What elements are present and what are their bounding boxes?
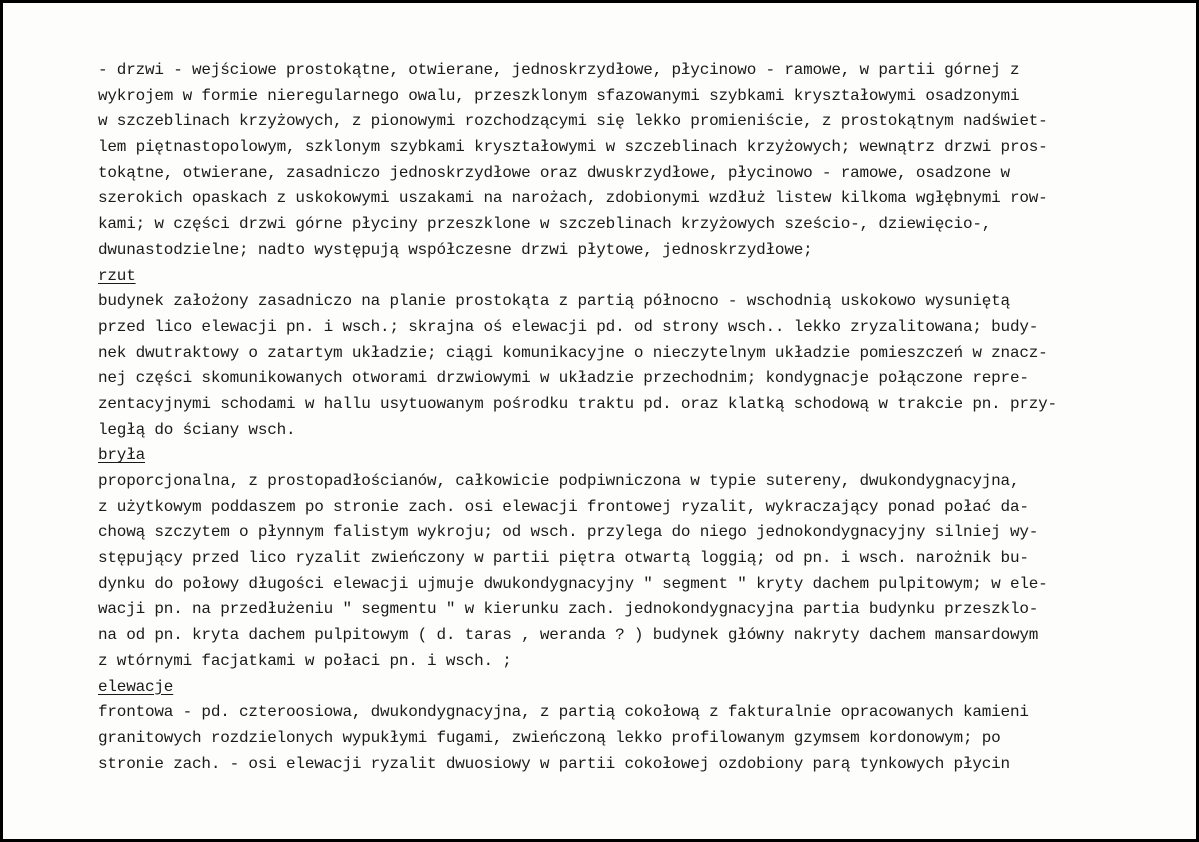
document-text-block bbox=[98, 58, 1128, 777]
text-line: z użytkowym poddaszem po stronie zach. osi elewacji frontowej ryzalit, wykraczający ponad połać da- bbox=[98, 497, 1029, 516]
text-line: ległą do ściany wsch. bbox=[98, 420, 296, 439]
text-line: wacji pn. na przedłużeniu " segmentu " w kierunku zach. jednokondygnacyjna partia budynku przeszklo- bbox=[98, 600, 1039, 619]
text-line: dynku do połowy długości elewacji ujmuje dwukondygnacyjny " segment " kryty dachem pulpitowym; w ele- bbox=[98, 574, 1048, 593]
text-line: stronie zach. - osi elewacji ryzalit dwuosiowy w partii cokołowej ozdobiony parą tynkowych płycin bbox=[98, 754, 1010, 773]
text-line: chową szczytem o płynnym falistym wykroju; od wsch. przylega do niego jednokondygnacyjny silniej wy- bbox=[98, 523, 1039, 542]
text-line: dwunastodzielne; nadto występują współczesne drzwi płytowe, jednoskrzydłowe; bbox=[98, 240, 813, 259]
text-line: nej części skomunikowanych otworami drzwiowymi w układzie przechodnim; kondygnacje połączone repre- bbox=[98, 369, 1029, 388]
text-line: tokątne, otwierane, zasadniczo jednoskrzydłowe oraz dwuskrzydłowe, płycinowo - ramowe, osadzone w bbox=[98, 163, 1010, 182]
section-heading: rzut bbox=[98, 266, 136, 285]
text-line: stępujący przed lico ryzalit zwieńczony w partii piętra otwartą loggią; od pn. i wsch. narożnik bu- bbox=[98, 549, 1029, 568]
text-line: frontowa - pd. czteroosiowa, dwukondygnacyjna, z partią cokołową z fakturalnie opracowanych kamieni bbox=[98, 703, 1029, 722]
text-line: - drzwi - wejściowe prostokątne, otwierane, jednoskrzydłowe, płycinowo - ramowe, w partii górnej z bbox=[98, 61, 1020, 79]
text-line: wykrojem w formie nieregularnego owalu, przeszklonym sfazowanymi szybkami kryształowymi osadzonymi bbox=[98, 86, 1020, 105]
text-line: przed lico elewacji pn. i wsch.; skrajna oś elewacji pd. od strony wsch.. lekko zryzalitowana; budy- bbox=[98, 317, 1039, 336]
text-line: budynek założony zasadniczo na planie prostokąta z partią północno - wschodnią uskokowo wysuniętą bbox=[98, 292, 1010, 311]
text-line: z wtórnymi facjatkami w połaci pn. i wsch. ; bbox=[98, 651, 512, 670]
text-line: zentacyjnymi schodami w hallu usytuowanym pośrodku traktu pd. oraz klatką schodową w trakcie pn. przy- bbox=[98, 394, 1057, 413]
text-line: w szczeblinach krzyżowych, z pionowymi rozchodzącymi się lekko promieniście, z prostokątnym nadświet- bbox=[98, 112, 1048, 131]
text-line: kami; w części drzwi górne płyciny przeszklone w szczeblinach krzyżowych sześcio-, dziewięcio-, bbox=[98, 215, 992, 234]
section-heading: bryła bbox=[98, 446, 146, 465]
text-line: nek dwutraktowy o zatartym układzie; ciągi komunikacyjne o nieczytelnym układzie pomieszczeń w znacz- bbox=[98, 343, 1048, 362]
text-line: szerokich opaskach z uskokowymi uszakami na narożach, zdobionymi wzdłuż listew kilkoma wgłębnymi row- bbox=[98, 189, 1048, 208]
text-line: proporcjonalna, z prostopadłościanów, całkowicie podpiwniczona w typie sutereny, dwukondygnacyjna, bbox=[98, 472, 1020, 490]
typewritten-page bbox=[3, 3, 1196, 839]
text-line: lem piętnastopolowym, szklonym szybkami kryształowymi w szczeblinach krzyżowych; wewnątrz drzwi pros- bbox=[98, 138, 1048, 157]
text-line: na od pn. kryta dachem pulpitowym ( d. taras , weranda ? ) budynek główny nakryty dachem mansardowym bbox=[98, 626, 1039, 645]
text-line: granitowych rozdzielonych wypukłymi fugami, zwieńczoną lekko profilowanym gzymsem kordonowym; po bbox=[98, 728, 1001, 747]
section-heading: elewacje bbox=[98, 677, 174, 696]
